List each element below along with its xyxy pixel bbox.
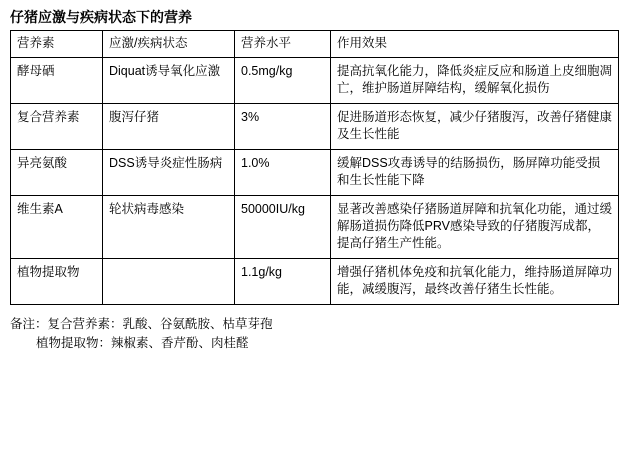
table-row	[11, 259, 619, 305]
table-row	[11, 196, 619, 259]
cell-level: 1.1g/kg	[235, 259, 331, 305]
column-header-condition: 应激/疾病状态	[103, 31, 235, 58]
column-header-level: 营养水平	[235, 31, 331, 58]
cell-effect: 显著改善感染仔猪肠道屏障和抗氧化功能，通过缓解肠道损伤降低PRV感染导致的仔猪腹泻成都，提高仔猪生产性能。	[331, 196, 619, 259]
table-row	[11, 104, 619, 150]
page-title: 仔猪应激与疾病状态下的营养	[10, 9, 192, 25]
column-header-effect: 作用效果	[331, 31, 619, 58]
table-notes	[10, 305, 630, 353]
cell-condition: Diquat诱导氧化应激	[103, 58, 235, 104]
cell-nutrient: 酵母硒	[11, 58, 103, 104]
cell-level: 0.5mg/kg	[235, 58, 331, 104]
table-body	[11, 58, 619, 305]
note-line-plant-extract: 植物提取物：辣椒素、香芹酚、肉桂醛	[36, 336, 249, 350]
table-row	[11, 150, 619, 196]
cell-effect: 缓解DSS攻毒诱导的结肠损伤，肠屏障功能受损和生长性能下降	[331, 150, 619, 196]
cell-nutrient: 维生素A	[11, 196, 103, 259]
column-header-nutrient: 营养素	[11, 31, 103, 58]
cell-condition: 腹泻仔猪	[103, 104, 235, 150]
cell-effect: 促进肠道形态恢复，减少仔猪腹泻，改善仔猪健康及生长性能	[331, 104, 619, 150]
cell-nutrient: 植物提取物	[11, 259, 103, 305]
table-row	[11, 58, 619, 104]
cell-condition: DSS诱导炎症性肠病	[103, 150, 235, 196]
table-header	[11, 31, 619, 58]
cell-level: 3%	[235, 104, 331, 150]
cell-condition: 轮状病毒感染	[103, 196, 235, 259]
nutrition-table	[10, 30, 619, 305]
note-line-compound-nutrient: 备注：复合营养素：乳酸、谷氨酰胺、枯草芽孢	[10, 317, 273, 331]
table-header-row	[11, 31, 619, 58]
cell-level: 50000IU/kg	[235, 196, 331, 259]
cell-level: 1.0%	[235, 150, 331, 196]
cell-nutrient: 复合营养素	[11, 104, 103, 150]
cell-effect: 增强仔猪机体免疫和抗氧化能力，维持肠道屏障功能，减缓腹泻，最终改善仔猪生长性能。	[331, 259, 619, 305]
cell-nutrient: 异亮氨酸	[11, 150, 103, 196]
cell-effect: 提高抗氧化能力，降低炎症反应和肠道上皮细胞凋亡，维护肠道屏障结构，缓解氧化损伤	[331, 58, 619, 104]
cell-condition	[103, 259, 235, 305]
